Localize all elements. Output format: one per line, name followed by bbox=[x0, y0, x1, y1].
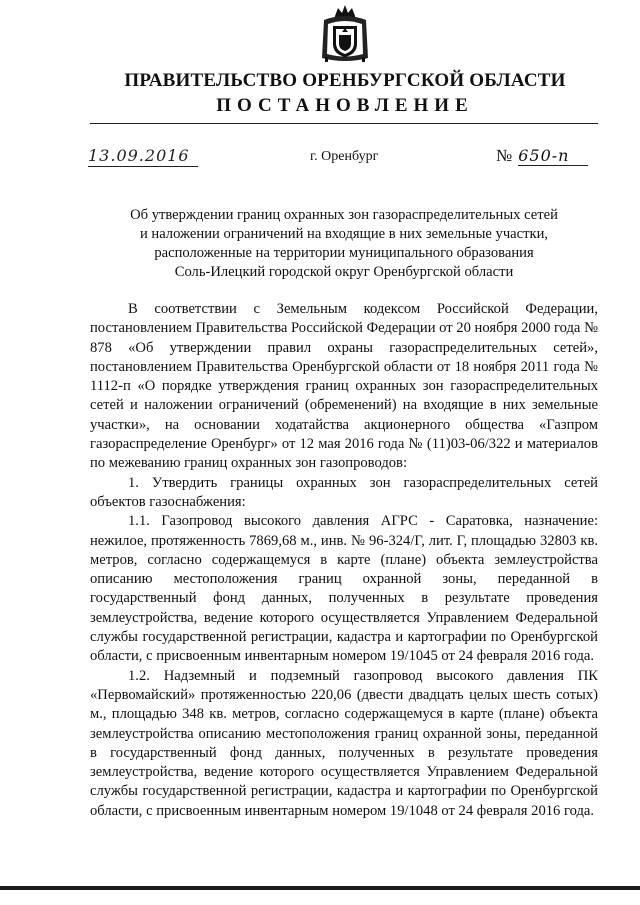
item-1-1-paragraph: 1.1. Газопровод высокого давления АГРС - Саратовка, назначение: нежилое, протяженность 7869,68 м., инв. № 96-324/Г, лит. Г, площадью 32803 кв. метров, согласно содержащемуся в карте (плане) объекта землеустройства описанию местоположения границ охранной зоны, переданной в государственный фонд данных, полученных в результате проведения землеустройства, ведение которого осуществляется Управлением Федеральной службы государственной регистрации, кадастра и картографии по Оренбургской области, с присвоенным инвентарным номером 19/1045 от 24 февраля 2016 года. bbox=[90, 513, 598, 665]
page-bottom-edge bbox=[0, 886, 640, 890]
document-number bbox=[496, 146, 588, 166]
document-title bbox=[90, 206, 598, 282]
document-type: ПОСТАНОВЛЕНИЕ bbox=[216, 95, 474, 116]
number-sign: № bbox=[496, 146, 513, 165]
document-body bbox=[90, 300, 598, 821]
title-line: и наложении ограничений на входящие в них земельные участки, bbox=[139, 226, 549, 242]
title-line: Соль-Илецкий городской округ Оренбургской области bbox=[174, 264, 514, 280]
item-1-2-paragraph: 1.2. Надземный и подземный газопровод высокого давления ПК «Первомайский» протяженностью 220,06 (двести двадцать целых шесть сотых) м., площадью 348 кв. метров, согласно содержащемуся в карте (плане) объекта землеустройства описанию местоположения границ охранной зоны, переданной в государственный фонд данных, полученных в результате проведения землеустройства, ведение которого осуществляется Управлением Федеральной службы государственной регистрации, кадастра и картографии по Оренбургской области, с присвоенным инвентарным номером 19/1048 от 24 февраля 2016 года. bbox=[90, 667, 598, 819]
document-date: 13.09.2016 bbox=[88, 146, 198, 167]
header-divider bbox=[90, 123, 598, 124]
document-city: г. Оренбург bbox=[310, 149, 379, 164]
title-line: расположенные на территории муниципального образования bbox=[154, 245, 534, 261]
coat-of-arms-icon bbox=[318, 2, 372, 64]
government-name: ПРАВИТЕЛЬСТВО ОРЕНБУРГСКОЙ ОБЛАСТИ bbox=[124, 70, 566, 91]
title-line: Об утверждении границ охранных зон газораспределительных сетей bbox=[130, 207, 558, 223]
item-1-paragraph: 1. Утвердить границы охранных зон газораспределительных сетей объектов газоснабжения: bbox=[90, 474, 598, 510]
number-value: 650-п bbox=[518, 146, 588, 166]
preamble-paragraph: В соответствии с Земельным кодексом Российской Федерации, постановлением Правительства Российской Федерации от 20 ноября 2000 года № 878 «Об утверждении правил охраны газораспределительных сетей», постановлением Правительства Оренбургской области от 18 ноября 2011 года № 1112-п «О порядке утверждения границ охранных зон газораспределительных сетей и наложении ограничений (обременений) на входящие в них земельные участки», на основании ходатайства акционерного общества «Газпром газораспределение Оренбург» от 12 мая 2016 года № (11)03-06/322 и материалов по межеванию границ охранных зон газопроводов: bbox=[90, 301, 598, 472]
